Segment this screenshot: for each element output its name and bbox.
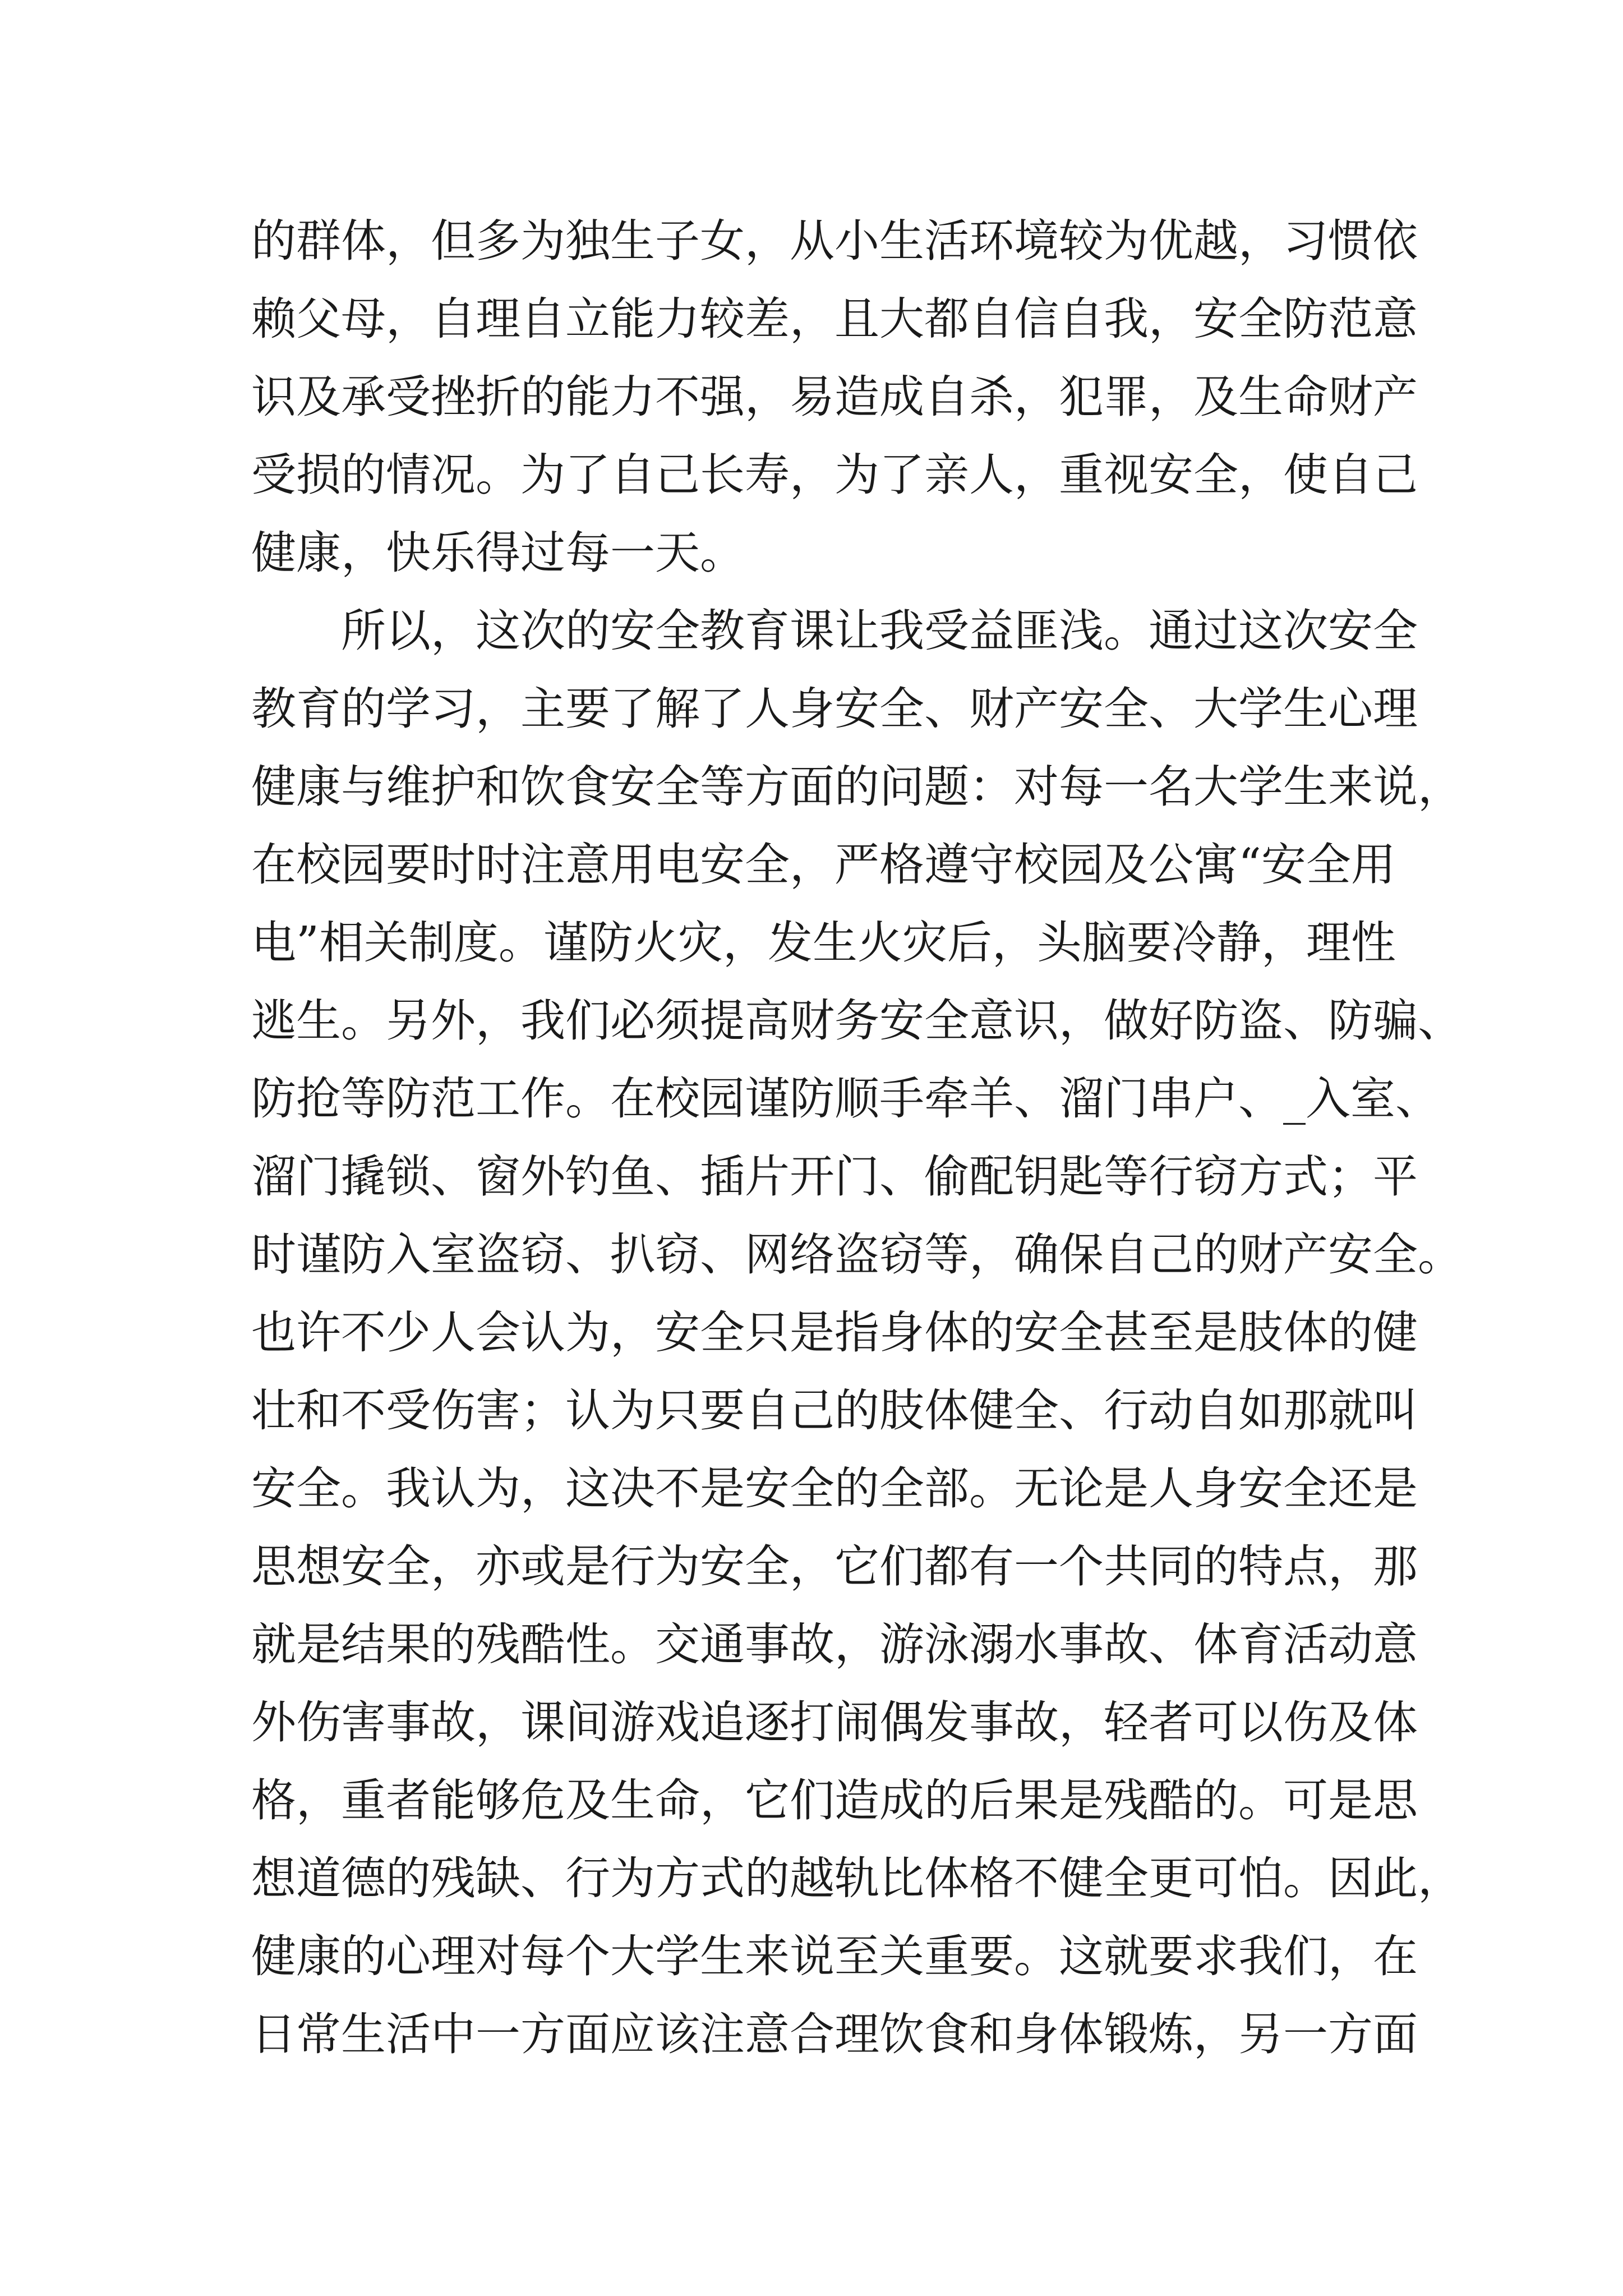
- text-line: 教育的学习，主要了解了人身安全、财产安全、大学生心理: [251, 683, 1418, 735]
- text-line: 日常生活中一方面应该注意合理饮食和身体锻炼，另一方面: [251, 2008, 1418, 2060]
- text-line: 赖父母，自理自立能力较差，且大都自信自我，安全防范意: [251, 293, 1418, 345]
- text-line: 健康的心理对每个大学生来说至关重要。这就要求我们，在: [251, 1930, 1418, 1982]
- text-line: 就是结果的残酷性。交通事故，游泳溺水事故、体育活动意: [251, 1618, 1418, 1671]
- text-line: 壮和不受伤害；认为只要自己的肢体健全、行动自如那就叫: [251, 1384, 1418, 1437]
- paragraph: [251, 202, 1418, 592]
- text-line: 思想安全，亦或是行为安全，它们都有一个共同的特点，那: [251, 1540, 1418, 1593]
- text-line: 健康与维护和饮食安全等方面的问题：对每一名大学生来说，: [251, 761, 1463, 813]
- text-line: 在校园要时时注意用电安全，严格遵守校园及公寓“安全用: [251, 839, 1396, 891]
- text-line: 电”相关制度。谨防火灾，发生火灾后，头脑要冷静，理性: [251, 917, 1396, 969]
- text-line: 时谨防入室盗窃、扒窃、网络盗窃等，确保自己的财产安全。: [251, 1228, 1463, 1281]
- text-line: 溜门撬锁、窗外钓鱼、插片开门、偷配钥匙等行窃方式；平: [251, 1151, 1418, 1203]
- text-line: 逃生。另外，我们必须提高财务安全意识，做好防盗、防骗、: [251, 995, 1463, 1047]
- text-line: 格，重者能够危及生命，它们造成的后果是残酷的。可是思: [251, 1774, 1418, 1826]
- text-line: 防抢等防范工作。在校园谨防顺手牵羊、溜门串户、_入室、: [251, 1073, 1440, 1125]
- text-line: 所以，这次的安全教育课让我受益匪浅。通过这次安全: [341, 605, 1418, 657]
- text-line: 外伤害事故，课间游戏追逐打闹偶发事故，轻者可以伤及体: [251, 1696, 1418, 1749]
- text-line: 安全。我认为，这决不是安全的全部。无论是人身安全还是: [251, 1462, 1418, 1515]
- text-line: 受损的情况。为了自己长寿，为了亲人，重视安全，使自己: [251, 449, 1418, 501]
- body-text: [251, 202, 1463, 2073]
- paragraph: [251, 592, 1463, 2073]
- text-line: 健康，快乐得过每一天。: [251, 527, 745, 579]
- text-line: 也许不少人会认为，安全只是指身体的安全甚至是肢体的健: [251, 1306, 1418, 1359]
- text-line: 的群体，但多为独生子女，从小生活环境较为优越，习惯依: [251, 215, 1418, 267]
- text-line: 想道德的残缺、行为方式的越轨比体格不健全更可怕。因此，: [251, 1852, 1463, 1904]
- text-line: 识及承受挫折的能力不强，易造成自杀，犯罪，及生命财产: [251, 371, 1418, 423]
